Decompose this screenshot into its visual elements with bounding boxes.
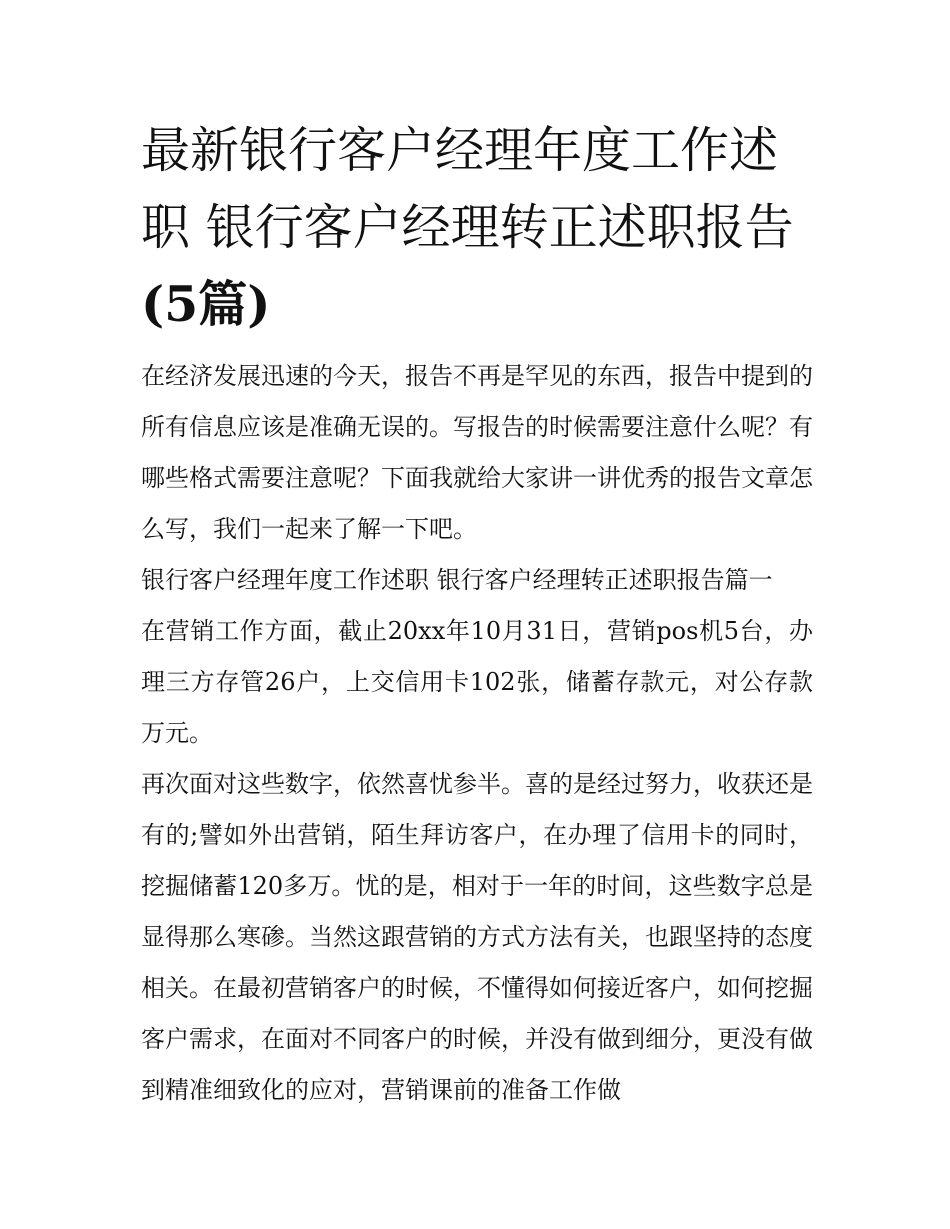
section-heading: 银行客户经理年度工作述职 银行客户经理转正述职报告篇一 — [141, 566, 773, 594]
document-title — [141, 112, 813, 343]
body-paragraph-1: 在营销工作方面，截止20xx年10月31日，营销pos机5台，办理三方存管26户，上交信用卡102张，储蓄存款元，对公存款万元。 — [141, 617, 813, 747]
title-main: 最新银行客户经理年度工作述职 银行客户经理转正述职报告 — [141, 122, 794, 256]
intro-paragraph: 在经济发展迅速的今天，报告不再是罕见的东西，报告中提到的所有信息应该是准确无误的。写报告的时候需要注意什么呢？有哪些格式需要注意呢？下面我就给大家讲一讲优秀的报告文章怎么写，我们一起来了解一下吧。 — [141, 362, 813, 543]
document-content — [141, 112, 813, 1116]
title-suffix: (5篇) — [141, 275, 271, 333]
body-paragraph-2: 再次面对这些数字，依然喜忧参半。喜的是经过努力，收获还是有的;譬如外出营销，陌生拜访客户，在办理了信用卡的同时，挖掘储蓄120多万。忧的是，相对于一年的时间，这些数字总是显得那么寒碜。当然这跟营销的方式方法有关，也跟坚持的态度相关。在最初营销客户的时候，不懂得如何接近客户，如何挖掘客户需求，在面对不同客户的时候，并没有做到细分，更没有做到精准细致化的应对，营销课前的准备工作做 — [141, 770, 813, 1104]
title-block — [141, 112, 813, 343]
